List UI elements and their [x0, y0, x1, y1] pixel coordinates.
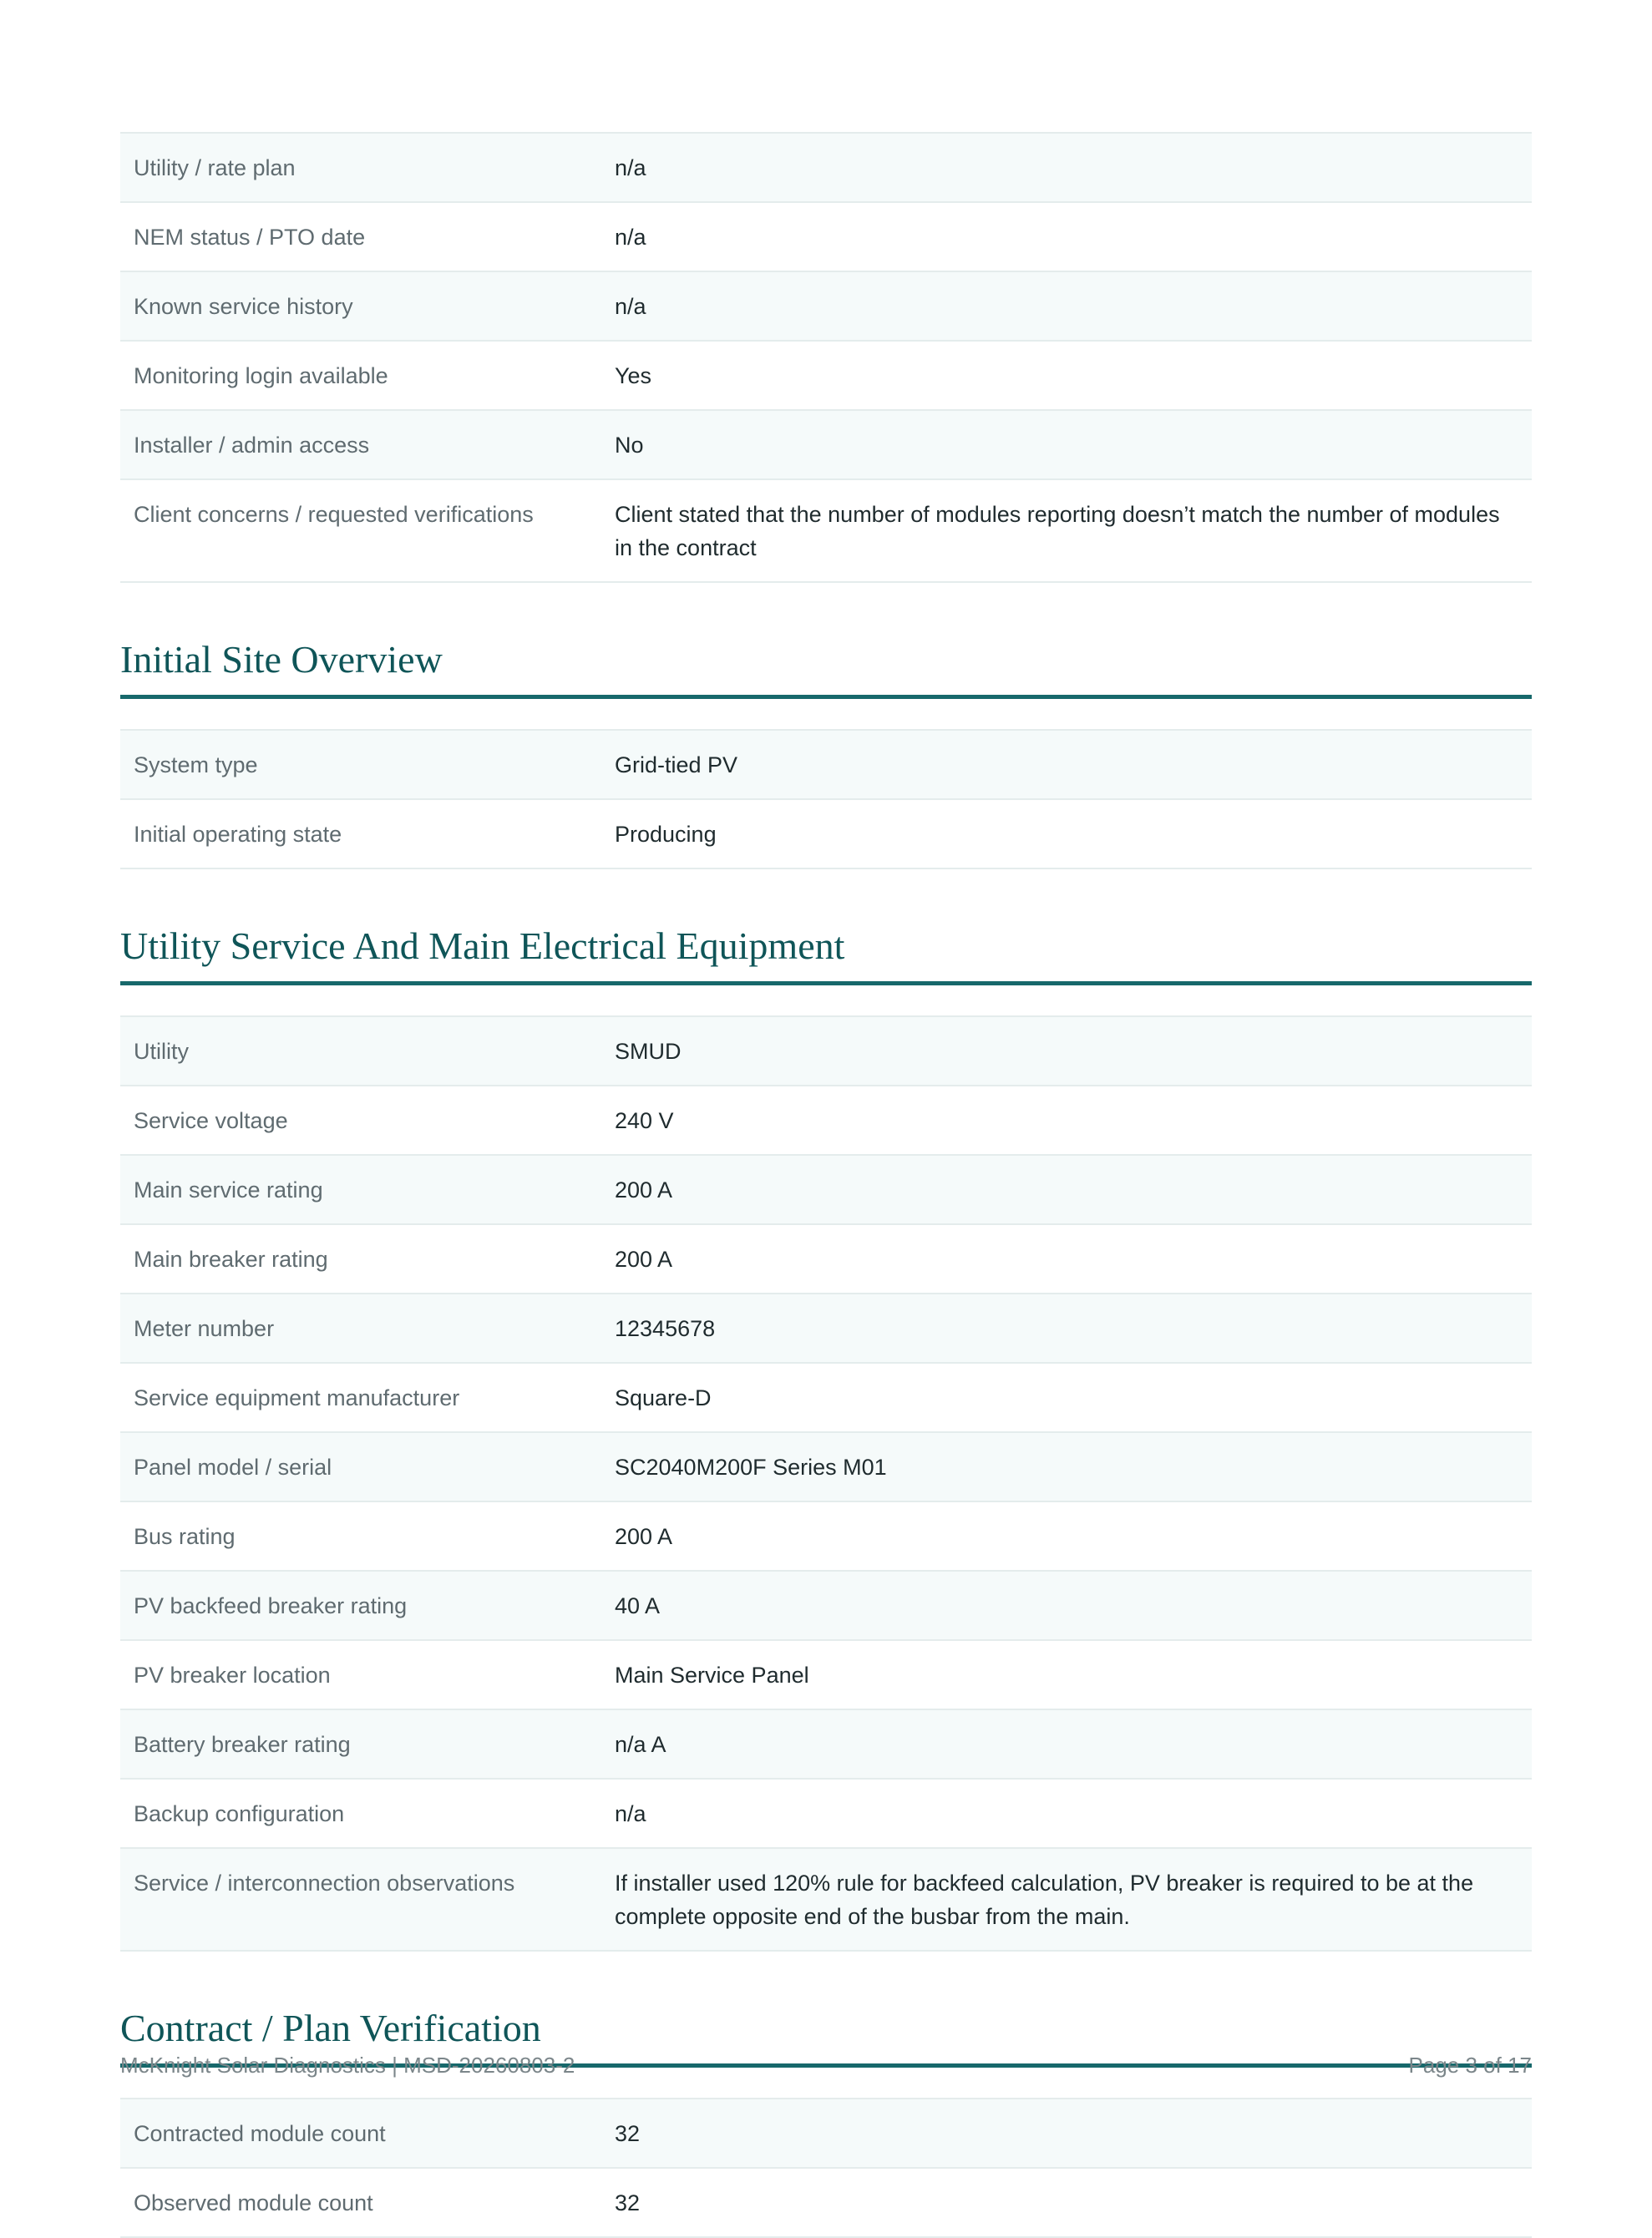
- table-row: [120, 1432, 1532, 1501]
- row-label: Backup configuration: [120, 1779, 601, 1848]
- row-value: n/a: [601, 271, 1532, 341]
- section-title-contract-verification: Contract / Plan Verification: [120, 2005, 1532, 2068]
- table-row: [120, 1224, 1532, 1294]
- table-row: [120, 2099, 1532, 2168]
- row-value: SC2040M200F Series M01: [601, 1432, 1532, 1501]
- row-label: Bus rating: [120, 1501, 601, 1571]
- row-label: Monitoring login available: [120, 341, 601, 410]
- table-row: [120, 1363, 1532, 1432]
- row-label: Initial operating state: [120, 799, 601, 868]
- row-value: n/a: [601, 202, 1532, 271]
- row-label: Service voltage: [120, 1086, 601, 1155]
- row-value: If installer used 120% rule for backfeed calculation, PV breaker is required to be at the complete opposite end of the busbar from the main.: [601, 1848, 1532, 1951]
- table-row: [120, 1016, 1532, 1086]
- table-row: [120, 1848, 1532, 1951]
- row-value: n/a: [601, 133, 1532, 202]
- row-value: No: [601, 410, 1532, 479]
- row-label: Battery breaker rating: [120, 1709, 601, 1779]
- row-label: Panel model / serial: [120, 1432, 601, 1501]
- table-row: [120, 1294, 1532, 1363]
- row-label: Meter number: [120, 1294, 601, 1363]
- row-label: Utility: [120, 1016, 601, 1086]
- row-value: Grid-tied PV: [601, 730, 1532, 799]
- row-label: PV breaker location: [120, 1640, 601, 1709]
- row-value: 12345678: [601, 1294, 1532, 1363]
- row-label: Installer / admin access: [120, 410, 601, 479]
- table-row: [120, 341, 1532, 410]
- row-value: Producing: [601, 799, 1532, 868]
- footer-page-number: Page 3 of 17: [1408, 2053, 1532, 2078]
- row-value: Client stated that the number of modules reporting doesn’t match the number of modules in the contract: [601, 479, 1532, 582]
- row-value: SMUD: [601, 1016, 1532, 1086]
- row-value: 200 A: [601, 1155, 1532, 1224]
- row-label: NEM status / PTO date: [120, 202, 601, 271]
- row-value: 240 V: [601, 1086, 1532, 1155]
- row-label: Service / interconnection observations: [120, 1848, 601, 1951]
- row-value: Square-D: [601, 1363, 1532, 1432]
- table-row: [120, 730, 1532, 799]
- section-title-utility-service: Utility Service And Main Electrical Equipment: [120, 923, 1532, 985]
- report-page: [120, 132, 1532, 2238]
- row-label: Utility / rate plan: [120, 133, 601, 202]
- row-label: Client concerns / requested verifications: [120, 479, 601, 582]
- intro-table: [120, 132, 1532, 583]
- table-row: [120, 479, 1532, 582]
- table-row: [120, 202, 1532, 271]
- table-row: [120, 1086, 1532, 1155]
- site-overview-table: [120, 729, 1532, 869]
- table-row: [120, 410, 1532, 479]
- table-row: [120, 799, 1532, 868]
- table-row: [120, 1155, 1532, 1224]
- row-label: Main service rating: [120, 1155, 601, 1224]
- table-row: [120, 1779, 1532, 1848]
- row-value: 32: [601, 2099, 1532, 2168]
- row-value: Main Service Panel: [601, 1640, 1532, 1709]
- row-value: 32: [601, 2168, 1532, 2237]
- table-row: [120, 1640, 1532, 1709]
- table-row: [120, 1501, 1532, 1571]
- row-label: Contracted module count: [120, 2099, 601, 2168]
- row-value: 40 A: [601, 1571, 1532, 1640]
- row-label: Main breaker rating: [120, 1224, 601, 1294]
- row-label: System type: [120, 730, 601, 799]
- table-row: [120, 1709, 1532, 1779]
- table-row: [120, 133, 1532, 202]
- section-title-initial-site-overview: Initial Site Overview: [120, 636, 1532, 699]
- row-value: 200 A: [601, 1501, 1532, 1571]
- row-value: Yes: [601, 341, 1532, 410]
- table-row: [120, 1571, 1532, 1640]
- contract-verification-table: [120, 2098, 1532, 2238]
- table-row: [120, 271, 1532, 341]
- footer-company-doc-id: McKnight Solar Diagnostics | MSD-20260803-2: [120, 2053, 575, 2078]
- row-value: n/a: [601, 1779, 1532, 1848]
- row-label: PV backfeed breaker rating: [120, 1571, 601, 1640]
- row-value: 200 A: [601, 1224, 1532, 1294]
- utility-service-table: [120, 1015, 1532, 1952]
- row-label: Observed module count: [120, 2168, 601, 2237]
- row-label: Known service history: [120, 271, 601, 341]
- page-footer: [120, 2053, 1532, 2079]
- table-row: [120, 2168, 1532, 2237]
- row-label: Service equipment manufacturer: [120, 1363, 601, 1432]
- row-value: n/a A: [601, 1709, 1532, 1779]
